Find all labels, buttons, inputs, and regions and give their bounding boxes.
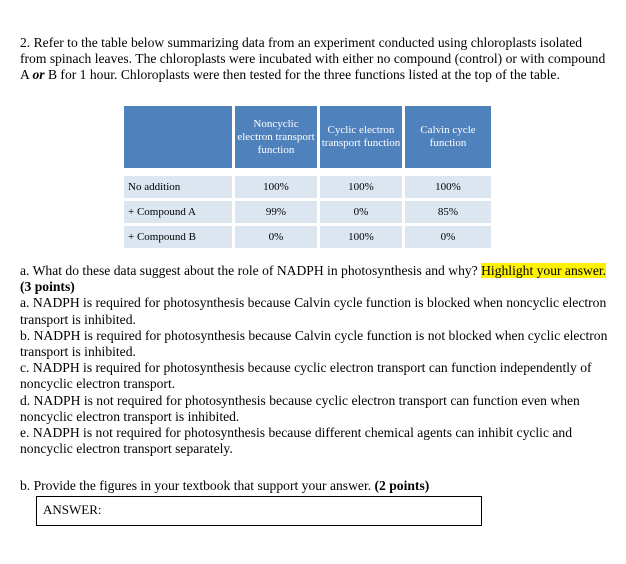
intro-text-2: B for 1 hour. Chloroplasts were then tested for the three functions listed at the top of the table. xyxy=(44,67,560,83)
header-noncyclic: Noncyclic electron transport function xyxy=(235,106,317,168)
question-intro xyxy=(20,35,610,84)
table-cell: 0% xyxy=(235,226,317,248)
table-cell: 85% xyxy=(405,201,491,223)
question-b xyxy=(20,478,610,494)
results-table xyxy=(121,103,494,251)
header-calvin: Calvin cycle function xyxy=(405,106,491,168)
option-a[interactable]: a. NADPH is required for photosynthesis because Calvin cycle function is blocked when noncyclic electron transport is inhibited. xyxy=(20,295,607,327)
table-cell: 99% xyxy=(235,201,317,223)
highlight-instruction: Highlight your answer. xyxy=(481,263,607,278)
question-a-prompt: a. What do these data suggest about the role of NADPH in photosynthesis and why? xyxy=(20,263,482,278)
table-cell: 100% xyxy=(320,226,402,248)
row-label: + Compound A xyxy=(124,201,232,223)
header-cyclic: Cyclic electron transport function xyxy=(320,106,402,168)
option-b[interactable]: b. NADPH is required for photosynthesis because Calvin cycle function is not blocked when cyclic electron transport is inhibited. xyxy=(20,327,608,360)
table-cell: 100% xyxy=(235,176,317,198)
table-row xyxy=(124,201,491,223)
question-b-prompt: b. Provide the figures in your textbook that support your answer. xyxy=(20,478,375,493)
option-e[interactable]: e. NADPH is not required for photosynthesis because different chemical agents can inhibit cyclic and noncyclic electron transport separately. xyxy=(20,425,573,457)
table-row xyxy=(124,226,491,248)
question-a xyxy=(20,263,610,457)
table-spacer xyxy=(124,171,491,173)
option-d[interactable]: d. NADPH is not required for photosynthesis because cyclic electron transport can function even when noncyclic electron transport is inhibited. xyxy=(20,392,580,424)
question-b-points: (2 points) xyxy=(374,478,430,493)
row-label: + Compound B xyxy=(124,226,232,248)
table-header-row xyxy=(124,106,491,168)
intro-text: 2. Refer to the table below summarizing data from an experiment conducted using chloroplasts isolated from spinach leaves. The chloroplasts were incubated with either no compound (control) or with compound A xyxy=(20,35,606,83)
intro-or: or xyxy=(32,67,45,83)
table-row xyxy=(124,176,491,198)
table-corner-cell xyxy=(124,106,232,168)
question-a-points: (3 points) xyxy=(20,279,75,295)
answer-label: ANSWER: xyxy=(43,502,102,517)
table-cell: 100% xyxy=(320,176,402,198)
table-cell: 0% xyxy=(320,201,402,223)
answer-box[interactable] xyxy=(36,496,482,526)
row-label: No addition xyxy=(124,176,232,198)
table-cell: 0% xyxy=(405,226,491,248)
table-cell: 100% xyxy=(405,176,491,198)
option-c[interactable]: c. NADPH is required for photosynthesis because cyclic electron transport can function independently of noncyclic electron transport. xyxy=(20,360,592,392)
